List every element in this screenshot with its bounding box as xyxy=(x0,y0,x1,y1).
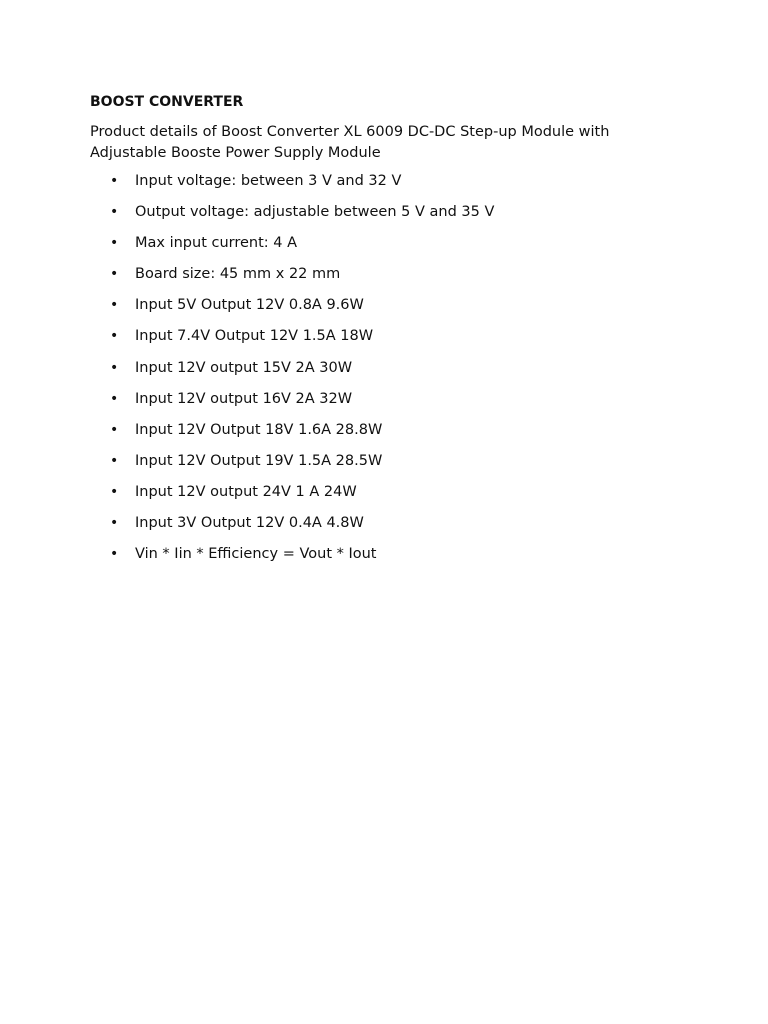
spec-item xyxy=(90,202,690,233)
spec-item xyxy=(90,544,690,575)
spec-item xyxy=(90,482,690,513)
bullet-icon: • xyxy=(110,297,119,314)
spec-item xyxy=(90,171,690,202)
spec-item xyxy=(90,389,690,420)
spec-text: Max input current: 4 A xyxy=(135,235,298,252)
bullet-icon: • xyxy=(110,235,119,252)
spec-text: Input 3V Output 12V 0.4A 4.8W xyxy=(135,515,364,532)
bullet-icon: • xyxy=(110,328,119,345)
spec-text: Input 12V Output 19V 1.5A 28.5W xyxy=(135,452,383,469)
spec-item xyxy=(90,264,690,295)
bullet-icon: • xyxy=(110,173,119,189)
bullet-icon: • xyxy=(110,452,119,469)
spec-text: Input voltage: between 3 V and 32 V xyxy=(135,173,402,189)
bullet-icon: • xyxy=(110,266,119,283)
spec-text: Output voltage: adjustable between 5 V and 35 V xyxy=(135,204,495,221)
bullet-icon: • xyxy=(110,546,119,563)
spec-text: Input 12V output 16V 2A 32W xyxy=(135,390,353,407)
spec-text: Vin * Iin * Efficiency = Vout * Iout xyxy=(135,546,377,563)
spec-text: Input 12V output 15V 2A 30W xyxy=(135,359,353,376)
spec-text: Input 12V Output 18V 1.6A 28.8W xyxy=(135,421,383,438)
spec-text: Input 5V Output 12V 0.8A 9.6W xyxy=(135,297,364,314)
bullet-icon: • xyxy=(110,359,119,376)
document-title: BOOST CONVERTER xyxy=(90,94,244,110)
bullet-icon: • xyxy=(110,421,119,438)
document-page xyxy=(90,92,690,575)
product-intro: Product details of Boost Converter XL 6009 DC-DC Step-up Module with Adjustable Booste Power Supply Module xyxy=(90,124,610,161)
bullet-icon: • xyxy=(110,204,119,221)
spec-item xyxy=(90,358,690,389)
spec-item xyxy=(90,420,690,451)
bullet-icon: • xyxy=(110,483,119,500)
spec-item xyxy=(90,326,690,357)
spec-list xyxy=(90,171,690,575)
spec-item xyxy=(90,451,690,482)
spec-text: Input 12V output 24V 1 A 24W xyxy=(135,483,357,500)
spec-text: Board size: 45 mm x 22 mm xyxy=(135,266,341,283)
spec-item xyxy=(90,233,690,264)
bullet-icon: • xyxy=(110,390,119,407)
spec-item xyxy=(90,513,690,544)
bullet-icon: • xyxy=(110,515,119,532)
spec-text: Input 7.4V Output 12V 1.5A 18W xyxy=(135,328,374,345)
spec-item xyxy=(90,295,690,326)
